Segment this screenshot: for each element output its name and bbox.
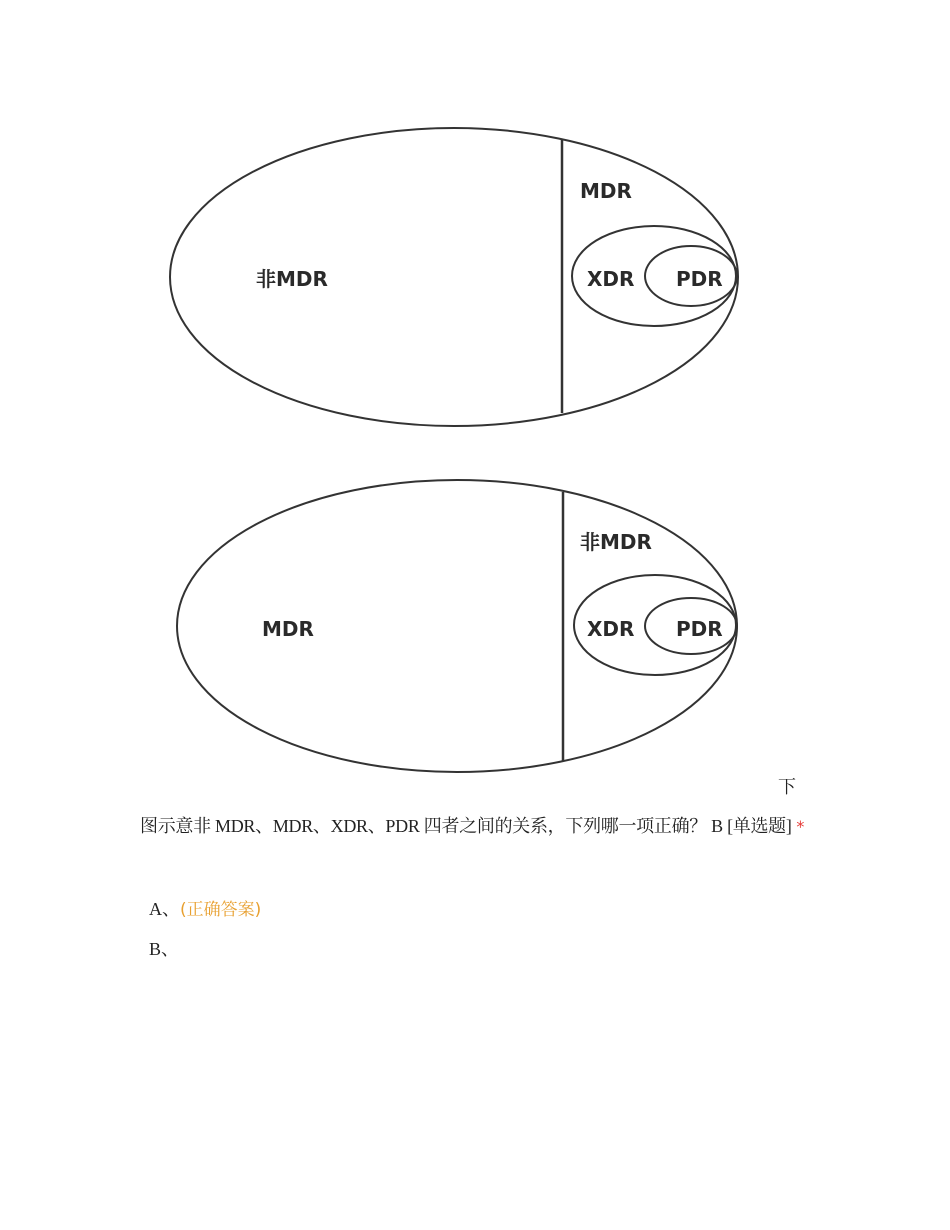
option-a-letter: A、 [149, 899, 180, 919]
closing-bracket: ] [785, 816, 792, 836]
answer-letter: B [ [706, 816, 733, 836]
outer-label: MDR [262, 617, 314, 641]
required-mark: * [791, 817, 805, 836]
question-part3: 四者之间的关系，下列哪一项正确？ [423, 816, 707, 837]
question-part1: 图示意非 [140, 816, 211, 837]
diagram-b [0, 470, 950, 786]
diagram-b-svg [0, 470, 950, 786]
inner-label: PDR [676, 617, 723, 641]
diagram-a [0, 118, 950, 438]
right-label: 非MDR [580, 530, 652, 554]
correct-answer-note: (正确答案) [180, 900, 262, 920]
option-b[interactable] [149, 935, 179, 961]
outer-label: 非MDR [256, 267, 328, 291]
middle-label: XDR [587, 617, 635, 641]
question-part2: MDR、MDR、XDR、PDR [210, 816, 424, 836]
outer-ellipse [177, 480, 737, 772]
trailing-text: 下 [778, 777, 796, 798]
inner-label: PDR [676, 267, 723, 291]
option-a[interactable] [149, 895, 261, 921]
middle-label: XDR [587, 267, 635, 291]
option-b-letter: B、 [149, 939, 180, 959]
question-text [140, 808, 805, 845]
question-type: 单选题 [732, 816, 786, 837]
diagram-a-svg [0, 118, 950, 438]
right-label: MDR [580, 179, 632, 203]
